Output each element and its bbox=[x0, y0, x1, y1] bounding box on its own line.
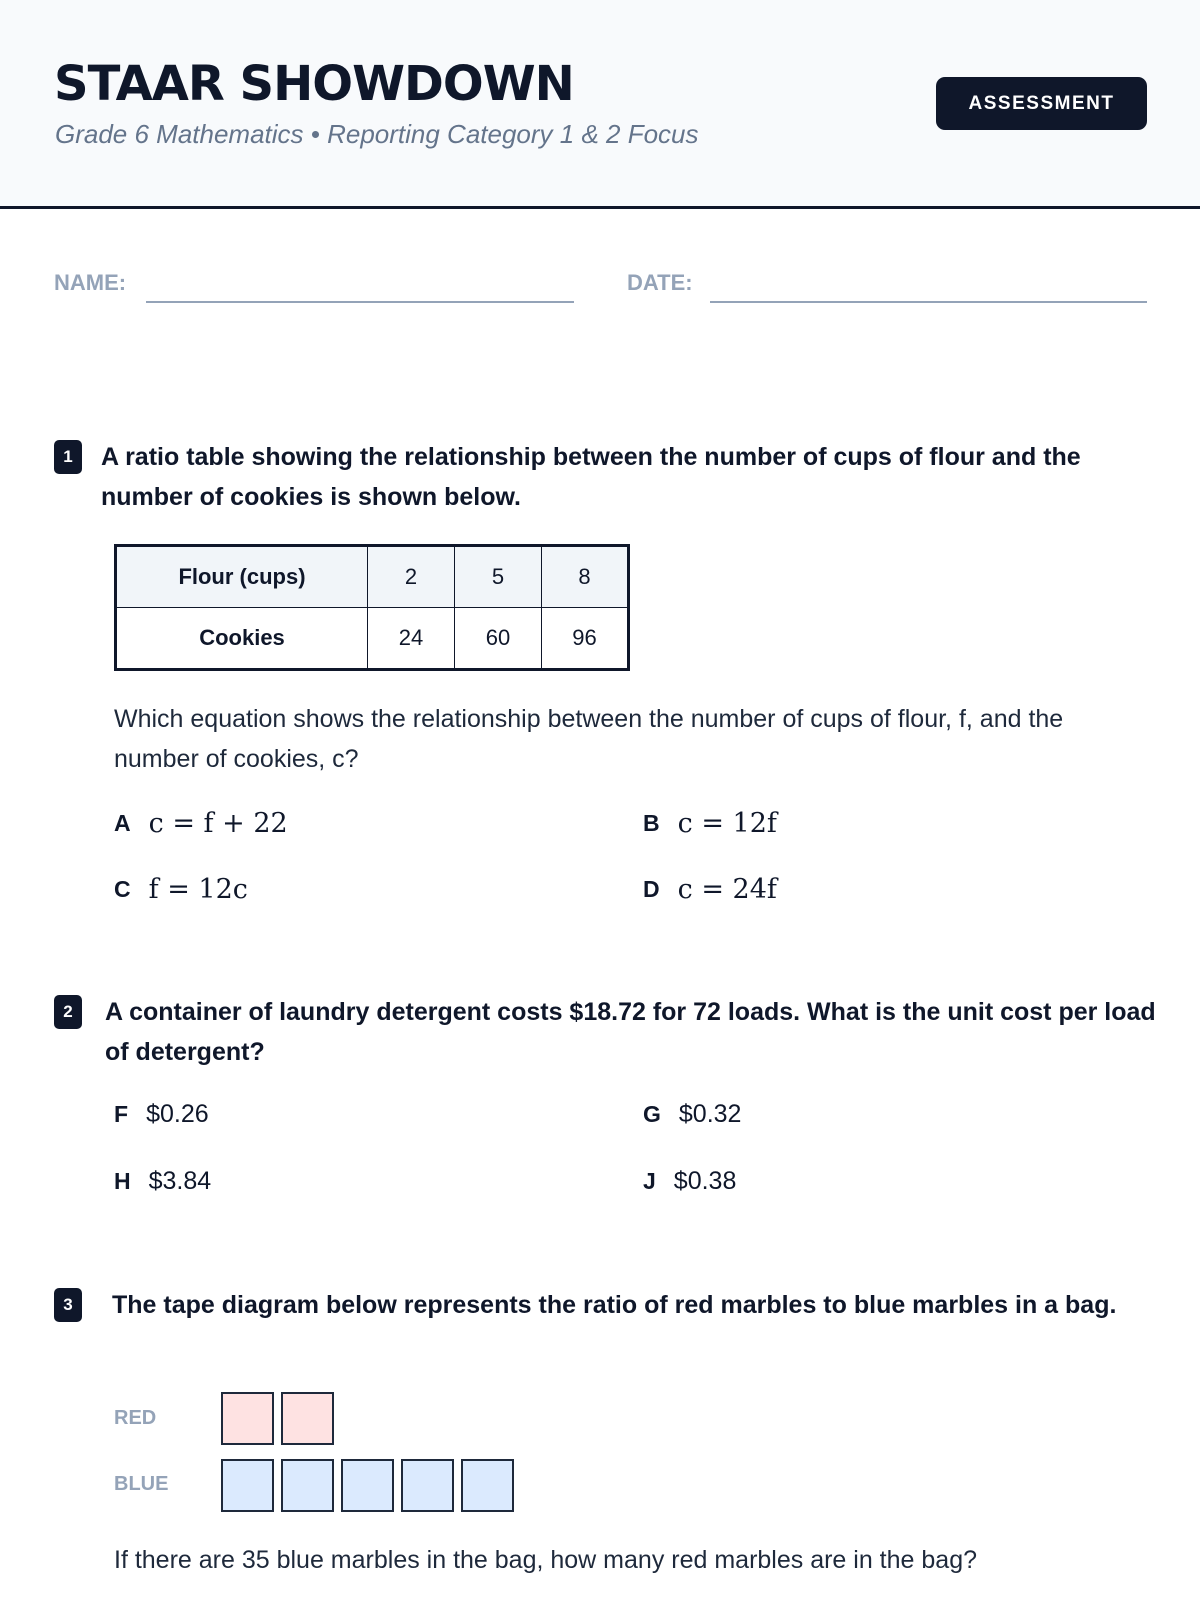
table-cell: 24 bbox=[368, 608, 455, 670]
date-label: DATE: bbox=[627, 270, 693, 295]
answer-option-h[interactable] bbox=[114, 1167, 211, 1196]
worksheet-subtitle: Grade 6 Mathematics • Reporting Category 1 & 2 Focus bbox=[55, 119, 699, 149]
blue-tape-unit bbox=[281, 1459, 334, 1512]
blue-tape-unit bbox=[401, 1459, 454, 1512]
blue-tape-unit bbox=[461, 1459, 514, 1512]
question-number: 2 bbox=[54, 995, 82, 1029]
answer-option-j[interactable] bbox=[643, 1167, 736, 1196]
row-header: Cookies bbox=[116, 608, 368, 670]
option-text: f = 12c bbox=[148, 874, 248, 905]
question-text: The tape diagram below represents the ratio of red marbles to blue marbles in a bag. bbox=[112, 1291, 1117, 1319]
option-letter: G bbox=[643, 1101, 661, 1127]
option-letter: C bbox=[114, 876, 131, 902]
date-field[interactable] bbox=[710, 301, 1147, 303]
question-text: A container of laundry detergent costs $18.72 for 72 loads. What is the unit cost per load of detergent? bbox=[105, 998, 1156, 1066]
option-letter: F bbox=[114, 1101, 129, 1127]
answer-option-f[interactable] bbox=[114, 1100, 209, 1129]
red-tape-unit bbox=[281, 1392, 334, 1445]
assessment-badge: ASSESSMENT bbox=[936, 77, 1147, 130]
option-text: $0.32 bbox=[678, 1100, 742, 1128]
option-letter: A bbox=[114, 810, 131, 836]
table-cell: 60 bbox=[455, 608, 542, 670]
tape-label-blue: BLUE bbox=[114, 1473, 169, 1495]
red-tape-unit bbox=[221, 1392, 274, 1445]
name-field[interactable] bbox=[146, 301, 574, 303]
option-text: $0.38 bbox=[673, 1167, 737, 1195]
table-cell: 2 bbox=[368, 546, 455, 608]
option-letter: B bbox=[643, 810, 660, 836]
blue-tape-unit bbox=[221, 1459, 274, 1512]
table-row bbox=[116, 546, 629, 608]
question-prompt: Which equation shows the relationship between the number of cups of flour, f, and the number of cookies, c? bbox=[114, 705, 1064, 773]
table-row bbox=[116, 608, 629, 670]
table-cell: 96 bbox=[542, 608, 629, 670]
option-text: $0.26 bbox=[146, 1100, 209, 1128]
answer-option-d[interactable] bbox=[643, 874, 777, 905]
table-cell: 5 bbox=[455, 546, 542, 608]
question-text: A ratio table showing the relationship between the number of cups of flour and the number of cookies is shown below. bbox=[101, 443, 1081, 511]
option-letter: H bbox=[114, 1168, 131, 1194]
ratio-table bbox=[114, 544, 630, 671]
question-prompt: If there are 35 blue marbles in the bag, how many red marbles are in the bag? bbox=[114, 1546, 978, 1574]
table-cell: 8 bbox=[542, 546, 629, 608]
question-number: 3 bbox=[54, 1288, 82, 1322]
row-header: Flour (cups) bbox=[116, 546, 368, 608]
name-label: NAME: bbox=[54, 270, 127, 295]
answer-option-c[interactable] bbox=[114, 874, 248, 905]
option-text: $3.84 bbox=[148, 1167, 212, 1195]
option-letter: J bbox=[643, 1168, 656, 1194]
question-number: 1 bbox=[54, 440, 82, 474]
answer-option-a[interactable] bbox=[114, 808, 288, 839]
option-text: c = 24f bbox=[677, 874, 777, 905]
tape-label-red: RED bbox=[114, 1407, 157, 1429]
option-letter: D bbox=[643, 876, 660, 902]
worksheet-title: STAAR SHOWDOWN bbox=[54, 56, 574, 112]
blue-tape-unit bbox=[341, 1459, 394, 1512]
answer-option-b[interactable] bbox=[643, 808, 777, 839]
answer-option-g[interactable] bbox=[643, 1100, 741, 1129]
option-text: c = 12f bbox=[677, 808, 777, 839]
option-text: c = f + 22 bbox=[148, 808, 288, 839]
worksheet-header bbox=[0, 0, 1200, 209]
